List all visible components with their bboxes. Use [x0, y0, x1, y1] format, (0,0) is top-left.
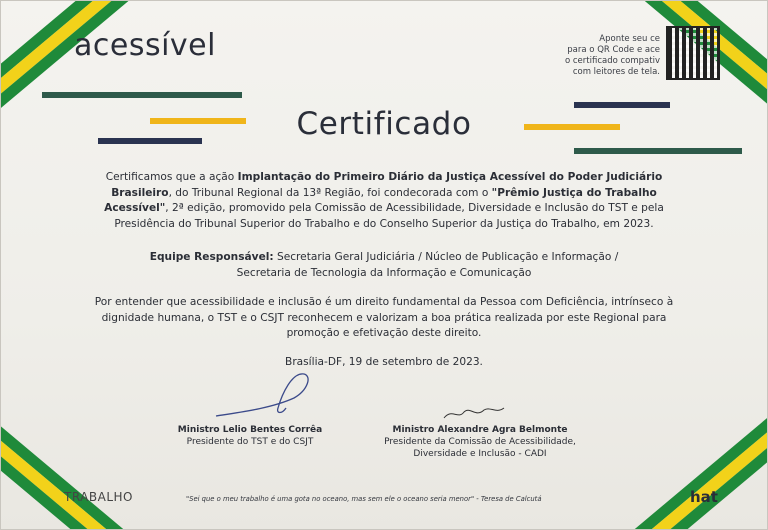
signatory-name: Ministro Lelio Bentes Corrêa	[177, 425, 323, 435]
issue-date: Brasília-DF, 19 de setembro de 2023.	[285, 356, 483, 368]
team-paragraph	[80, 250, 688, 281]
logo-text: acessível	[74, 28, 216, 63]
team-line-1: Secretaria Geral Judiciária / Núcleo de Publicação e Informação /	[273, 251, 619, 263]
signature-block-2	[362, 424, 598, 460]
signatory-name: Ministro Alexandre Agra Belmonte	[392, 425, 568, 435]
certificate-title: Certificado	[296, 106, 472, 142]
qr-text-line: para o QR Code e ace	[567, 45, 660, 55]
team-label: Equipe Responsável:	[149, 251, 274, 263]
qr-text-line: Aponte seu ce	[599, 34, 660, 44]
certification-paragraph	[80, 170, 688, 232]
signature-scribble-2	[440, 404, 510, 424]
decor-bar	[42, 92, 242, 98]
p1-end: , 2ª edição, promovido pela Comissão de Acessibilidade, Diversidade e Inclusão do TST e pela Presidência do Tribunal Superior do Trabalho e do Conselho Superior da Justiça do Trabalho, em 2023.	[114, 202, 664, 230]
footer-quote: "Sei que o meu trabalho é uma gota no oceano, mas sem ele o oceano seria menor" - Teresa de Calcutá	[186, 495, 542, 503]
qr-instructions	[520, 34, 660, 78]
signatory-role: Diversidade e Inclusão - CADI	[413, 449, 547, 459]
footer-left-text: TRABALHO	[64, 490, 133, 504]
qr-code-icon[interactable]	[666, 26, 720, 80]
footer-right-text: hat	[690, 488, 718, 506]
ribbon-bottom-right	[602, 364, 768, 530]
signature-scribble-1	[212, 364, 322, 424]
award-name: "Prêmio Justiça do Trabalho Acessível"	[104, 186, 657, 214]
p1-mid: , do Tribunal Regional da 13ª Região, foi condecorada com o	[168, 186, 492, 199]
team-line-2: Secretaria de Tecnologia da Informação e Comunicação	[236, 266, 532, 279]
ribbon-bottom-left	[0, 364, 156, 530]
signature-block-1	[170, 424, 330, 448]
rationale-paragraph: Por entender que acessibilidade e inclusão é um direito fundamental da Pessoa com Deficiência, intrínseco à dignidade humana, o TST e o CSJT reconhecem e valorizam a boa prática realizada por este Regional para promoção e efetivação deste direito.	[94, 296, 674, 339]
qr-text-line: com leitores de tela.	[572, 67, 660, 77]
signatory-role: Presidente da Comissão de Acessibilidade,	[384, 437, 576, 447]
action-name: Implantação do Primeiro Diário da Justiça Acessível do Poder Judiciário Brasileiro	[111, 171, 663, 199]
decor-bar	[574, 148, 742, 154]
qr-text-line: o certificado compativ	[564, 56, 660, 66]
signatory-role: Presidente do TST e do CSJT	[186, 437, 314, 447]
p1-intro: Certificamos que a ação	[105, 171, 238, 183]
